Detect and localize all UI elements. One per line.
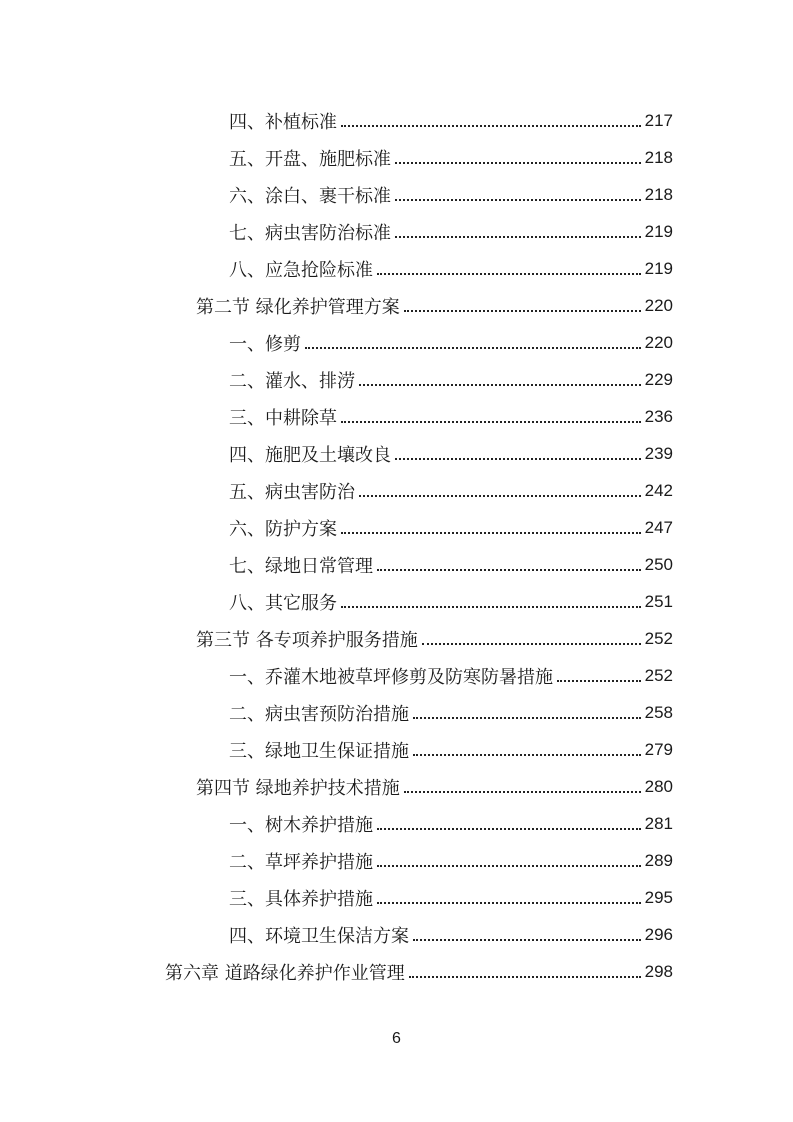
toc-entry[interactable] [229,694,673,731]
toc-entry-title: 三、具体养护措施 [229,888,373,910]
toc-entry-title: 六、防护方案 [229,518,337,540]
dot-leader [341,107,641,127]
toc-entry[interactable] [229,842,673,879]
toc-entry-page: 217 [644,110,673,130]
dot-leader [404,773,641,793]
dot-leader [359,366,641,386]
toc-entry-page: 242 [644,480,673,500]
toc-entry-page: 289 [644,850,673,870]
toc-entry-page: 239 [644,443,673,463]
dot-leader [395,144,641,164]
toc-entry-title: 五、开盘、施肥标准 [229,148,391,170]
toc-entry[interactable] [229,805,673,842]
toc-entry[interactable] [229,398,673,435]
dot-leader [404,292,641,312]
dot-leader [377,884,641,904]
toc-entry[interactable] [229,583,673,620]
toc-entry[interactable] [229,916,673,953]
toc-entry-title: 二、灌水、排涝 [229,370,355,392]
toc-entry-title: 八、应急抢险标准 [229,259,373,281]
toc-entry-page: 279 [644,739,673,759]
toc-entry-title: 六、涂白、裹干标准 [229,185,391,207]
dot-leader [395,218,641,238]
dot-leader [377,255,641,275]
toc-entry[interactable] [229,509,673,546]
dot-leader [409,958,641,978]
dot-leader [413,921,641,941]
toc-entry-title: 二、病虫害预防治措施 [229,703,409,725]
toc-entry-title: 七、绿地日常管理 [229,555,373,577]
toc-entry-title: 第四节 绿地养护技术措施 [196,777,400,799]
toc-entry-title: 一、乔灌木地被草坪修剪及防寒防暑措施 [229,666,553,688]
dot-leader [359,477,641,497]
dot-leader [377,847,641,867]
toc-section-entry[interactable] [196,768,673,805]
toc-entry-title: 四、补植标准 [229,111,337,133]
dot-leader [341,588,641,608]
dot-leader [377,810,641,830]
toc-entry-page: 220 [644,295,673,315]
toc-entry-page: 219 [644,221,673,241]
toc-entry-title: 一、修剪 [229,333,301,355]
toc-entry-page: 250 [644,554,673,574]
dot-leader [413,699,641,719]
toc-entry-page: 229 [644,369,673,389]
toc-entry[interactable] [229,472,673,509]
toc-entry-title: 二、草坪养护措施 [229,851,373,873]
toc-entry-title: 四、环境卫生保洁方案 [229,925,409,947]
toc-entry[interactable] [229,879,673,916]
toc-entry-page: 218 [644,147,673,167]
toc-entry-page: 251 [644,591,673,611]
toc-entry[interactable] [229,731,673,768]
toc-entry-page: 281 [644,813,673,833]
toc-entry[interactable] [229,657,673,694]
toc-entry-title: 五、病虫害防治 [229,481,355,503]
toc-entry[interactable] [229,324,673,361]
toc-entry[interactable] [229,102,673,139]
toc-entry-page: 220 [644,332,673,352]
dot-leader [305,329,641,349]
toc-entry[interactable] [229,361,673,398]
toc-entry-page: 258 [644,702,673,722]
dot-leader [395,440,641,460]
dot-leader [341,403,641,423]
toc-entry-page: 219 [644,258,673,278]
toc-entry-title: 四、施肥及土壤改良 [229,444,391,466]
dot-leader [377,551,641,571]
dot-leader [557,662,641,682]
toc-entry-page: 298 [644,961,673,981]
toc-entry-page: 247 [644,517,673,537]
toc-entry-page: 218 [644,184,673,204]
dot-leader [422,625,641,645]
toc-entry-title: 第三节 各专项养护服务措施 [196,629,418,651]
toc-entry-page: 252 [644,628,673,648]
toc-entry[interactable] [229,435,673,472]
toc-entry-title: 八、其它服务 [229,592,337,614]
toc-entry-title: 三、中耕除草 [229,407,337,429]
toc-entry[interactable] [229,139,673,176]
dot-leader [395,181,641,201]
toc-section-entry[interactable] [196,620,673,657]
toc-entry[interactable] [229,213,673,250]
toc-entry-page: 296 [644,924,673,944]
toc-entry-title: 一、树木养护措施 [229,814,373,836]
toc-chapter-entry[interactable] [165,953,673,990]
toc-entry-page: 236 [644,406,673,426]
toc-entry-title: 第六章 道路绿化养护作业管理 [165,962,405,984]
toc-entry-page: 280 [644,776,673,796]
dot-leader [413,736,641,756]
toc-entry[interactable] [229,546,673,583]
dot-leader [341,514,641,534]
toc-entry[interactable] [229,250,673,287]
toc-entry-page: 295 [644,887,673,907]
toc-section-entry[interactable] [196,287,673,324]
page-number: 6 [392,1030,401,1047]
toc-entry-title: 第二节 绿化养护管理方案 [196,296,400,318]
toc-entry-title: 七、病虫害防治标准 [229,222,391,244]
toc-entry[interactable] [229,176,673,213]
toc-entry-title: 三、绿地卫生保证措施 [229,740,409,762]
toc-entry-page: 252 [644,665,673,685]
